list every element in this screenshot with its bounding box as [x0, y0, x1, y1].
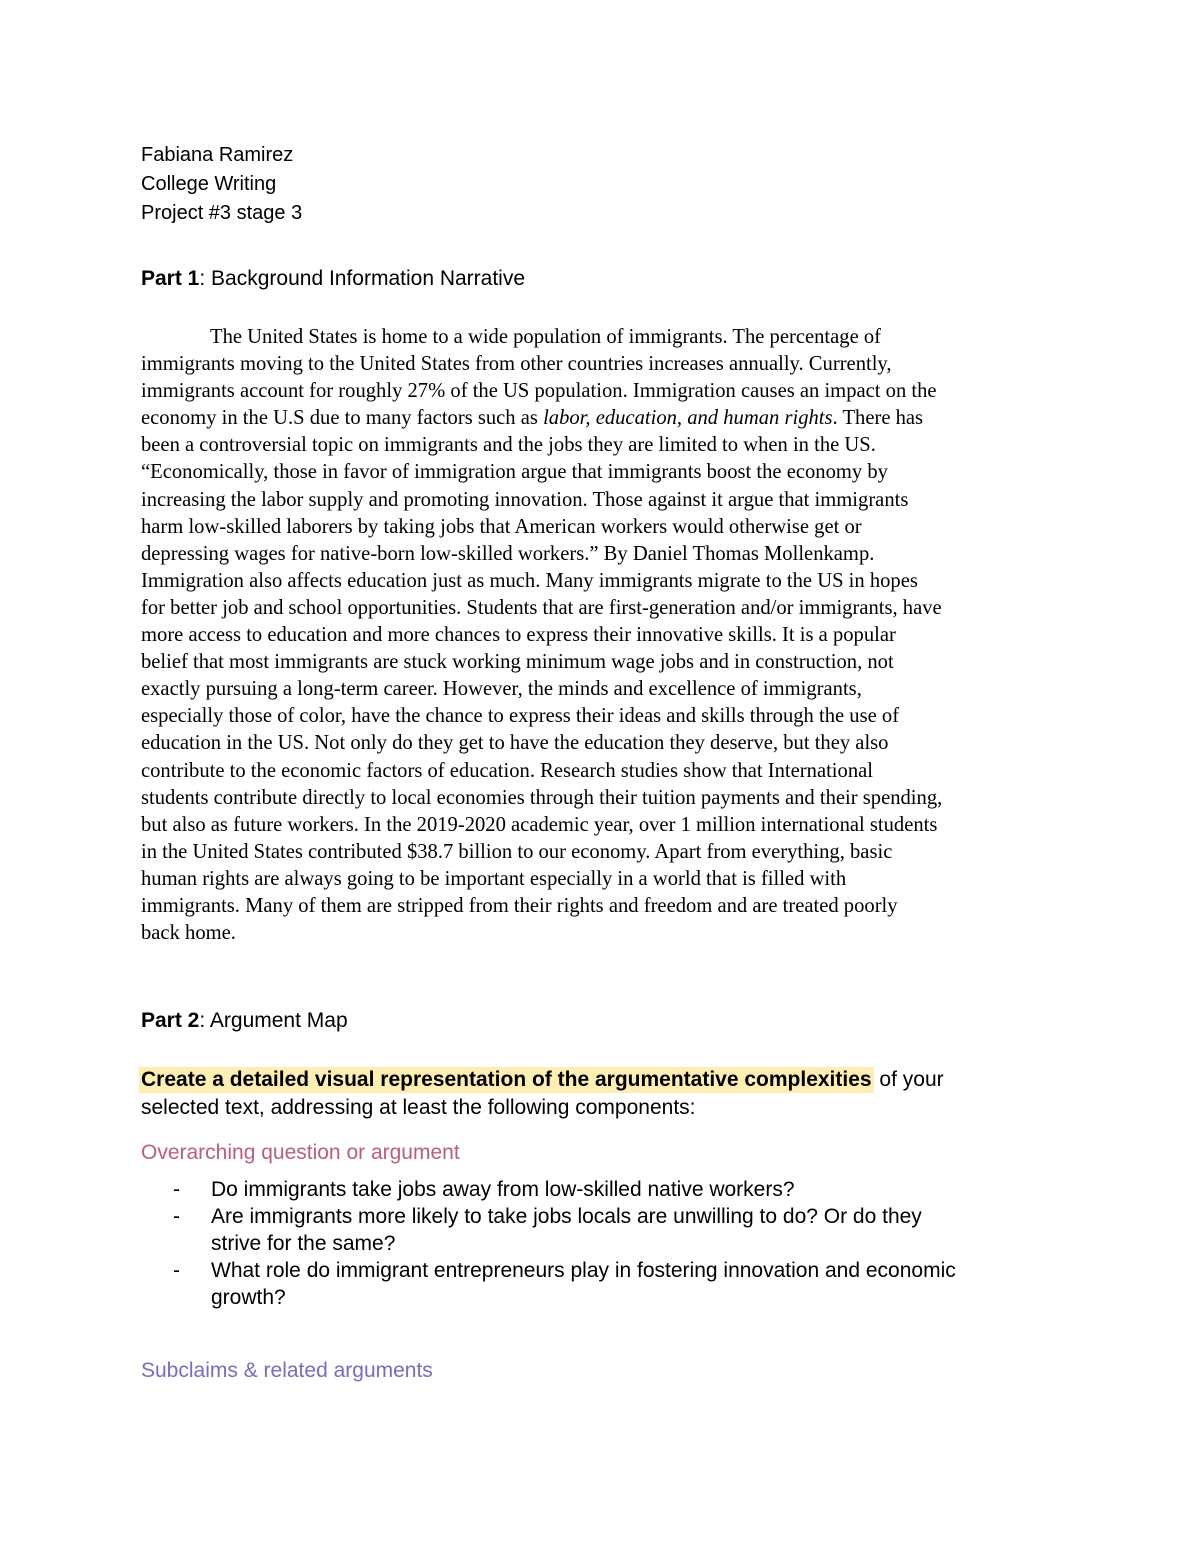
list-item — [141, 1203, 1071, 1257]
narrative-line: increasing the labor supply and promoting innovation. Those against it argue that immigrants — [141, 488, 909, 511]
part1-title: Background Information Narrative — [211, 267, 526, 290]
question-text: Do immigrants take jobs away from low-skilled native workers? — [211, 1178, 795, 1201]
narrative-line-italic — [141, 405, 1066, 432]
narrative-line: “Economically, those in favor of immigration argue that immigrants boost the economy by — [141, 461, 888, 484]
narrative-line: harm low-skilled laborers by taking jobs that American workers would otherwise get or — [141, 515, 862, 538]
narrative-fragment: . There has — [832, 407, 924, 430]
background-narrative — [141, 324, 1066, 947]
part2-label: Part 2 — [141, 1009, 200, 1032]
part2-title: Argument Map — [209, 1009, 348, 1032]
course-name: College Writing — [141, 173, 277, 195]
narrative-line: in the United States contributed $38.7 billion to our economy. Apart from everything, basic — [141, 840, 893, 863]
list-item — [141, 1257, 1071, 1311]
narrative-line: immigrants. Many of them are stripped from their rights and freedom and are treated poorly — [141, 894, 898, 917]
part1-separator: : — [199, 267, 212, 290]
narrative-line: The United States is home to a wide population of immigrants. The percentage of — [210, 326, 882, 348]
list-item — [141, 1176, 1071, 1203]
dash-bullet: - — [173, 1205, 180, 1228]
instruction-continuation: of your — [873, 1068, 944, 1091]
question-text: strive for the same? — [211, 1232, 396, 1255]
narrative-line: but also as future workers. In the 2019-2020 academic year, over 1 million international students — [141, 813, 938, 836]
narrative-line: students contribute directly to local economies through their tuition payments and their spending, — [141, 786, 943, 809]
narrative-line: more access to education and more chances to express their innovative skills. It is a popular — [141, 624, 896, 647]
dash-bullet: - — [173, 1178, 180, 1201]
narrative-line: education in the US. Not only do they get to have the education they deserve, but they also — [141, 732, 889, 755]
part2-separator: : — [199, 1009, 210, 1032]
argument-map-instruction — [141, 1066, 1081, 1122]
question-list — [141, 1176, 1071, 1311]
highlighted-instruction: Create a detailed visual representation of the argumentative complexities — [141, 1068, 872, 1091]
part1-label: Part 1 — [141, 267, 200, 290]
narrative-line: immigrants moving to the United States from other countries increases annually. Currently, — [141, 353, 892, 376]
narrative-line: immigrants account for roughly 27% of the US population. Immigration causes an impact on the — [141, 380, 937, 403]
narrative-line: back home. — [141, 922, 236, 945]
narrative-line: depressing wages for native-born low-skilled workers.” By Daniel Thomas Mollenkamp. — [141, 542, 875, 565]
dash-bullet: - — [173, 1259, 180, 1282]
subclaims-heading: Subclaims & related arguments — [141, 1359, 433, 1382]
overarching-question-heading: Overarching question or argument — [141, 1141, 460, 1164]
narrative-line: been a controversial topic on immigrants and the jobs they are limited to when in the US. — [141, 434, 876, 457]
question-text: What role do immigrant entrepreneurs play in fostering innovation and economic — [211, 1259, 956, 1282]
narrative-line: especially those of color, have the chance to express their ideas and skills through the use of — [141, 705, 900, 728]
narrative-line: human rights are always going to be important especially in a world that is filled with — [141, 867, 847, 890]
instruction-line: selected text, addressing at least the following components: — [141, 1096, 696, 1119]
narrative-italic-phrase: labor, education, and human rights — [543, 407, 833, 430]
assignment-title: Project #3 stage 3 — [141, 202, 303, 224]
narrative-line: exactly pursuing a long-term career. However, the minds and excellence of immigrants, — [141, 678, 862, 701]
question-text: growth? — [211, 1286, 286, 1309]
instruction-line — [141, 1066, 1081, 1094]
part1-heading — [141, 265, 525, 293]
part2-heading — [141, 1007, 348, 1035]
narrative-line: Immigration also affects education just as much. Many immigrants migrate to the US in hopes — [141, 569, 918, 592]
question-text: Are immigrants more likely to take jobs locals are unwilling to do? Or do they — [211, 1205, 922, 1228]
student-name: Fabiana Ramirez — [141, 144, 294, 166]
narrative-fragment: economy in the U.S due to many factors such as — [141, 407, 544, 430]
document-header — [141, 141, 302, 228]
narrative-line: for better job and school opportunities. Students that are first-generation and/or immigrants, have — [141, 596, 942, 619]
narrative-line: contribute to the economic factors of education. Research studies show that International — [141, 759, 873, 782]
narrative-line: belief that most immigrants are stuck working minimum wage jobs and in construction, not — [141, 651, 894, 674]
